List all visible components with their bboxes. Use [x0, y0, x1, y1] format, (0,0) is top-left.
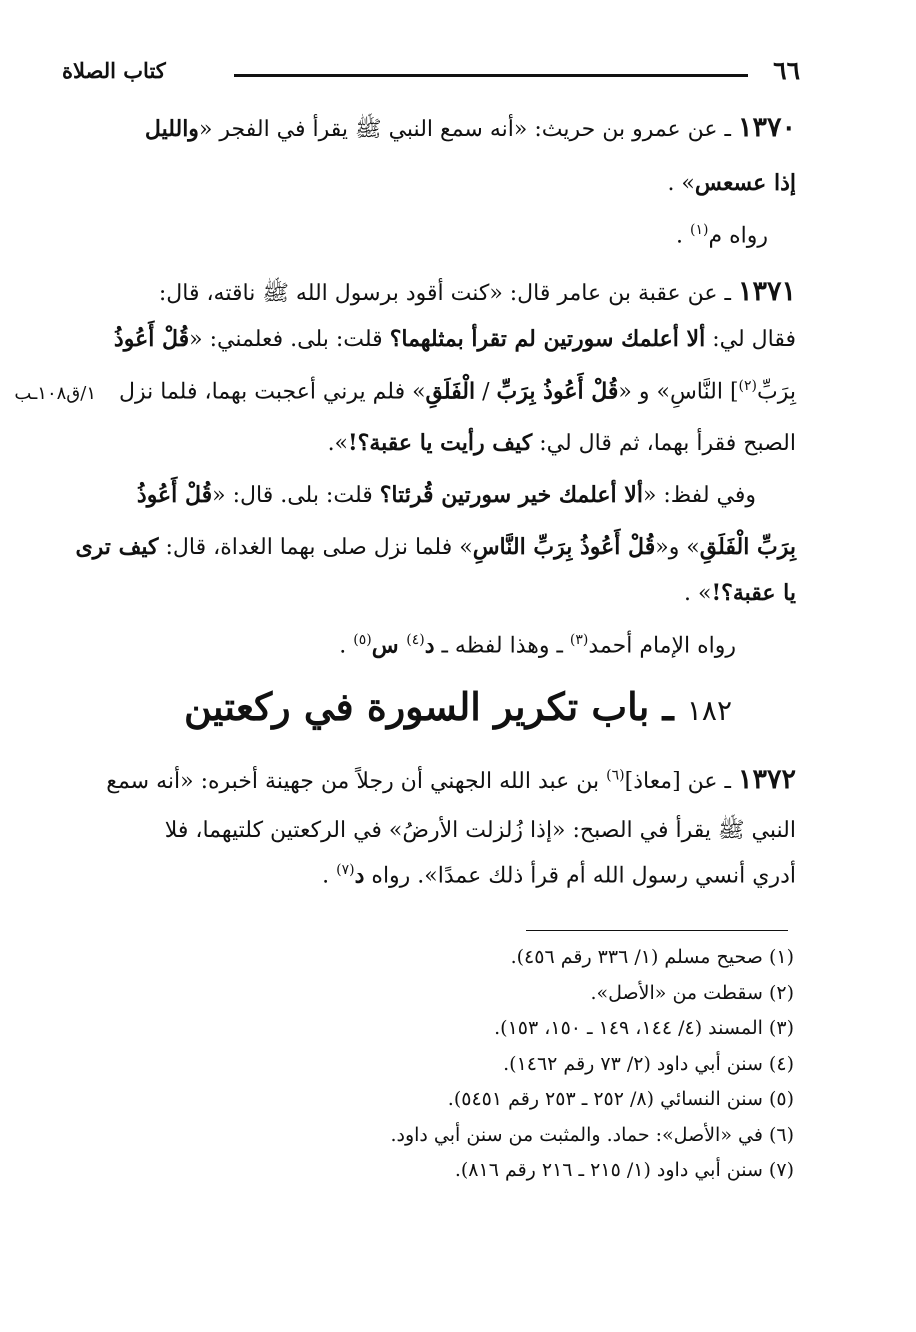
- book-title: كتاب الصلاة: [62, 58, 166, 83]
- footnote: (٢) سقطت من «الأصل».: [590, 981, 794, 1004]
- footnote-rule: [526, 930, 788, 931]
- footnote-ref: (٧): [336, 862, 355, 878]
- hadith-number: ١٣٧٠: [737, 112, 796, 143]
- hadith-1371-line-2: فقال لي: ألا أعلمك سورتين لم تقرأ بمثلهما؟ قلت: بلى. فعلمني: «قُلْ أَعُوذُ: [113, 326, 796, 352]
- footnote: (٧) سنن أبي داود (١/ ٢١٥ ـ ٢١٦ رقم ٨١٦).: [454, 1159, 794, 1181]
- page-number: ٦٦: [773, 56, 800, 85]
- page-header: [62, 56, 800, 90]
- footnote-ref: (٦): [606, 767, 625, 784]
- footnote-ref: (٥): [353, 632, 372, 648]
- footnote-ref: (٣): [569, 632, 589, 648]
- footnote-ref: (١): [690, 222, 709, 238]
- hadith-1371-line-6: بِرَبِّ الْفَلَقِ» و«قُلْ أَعُوذُ بِرَبِّ النَّاسِ» فلما نزل صلى بهما الغداة، قال: كيف ترى: [75, 534, 796, 560]
- hadith-1372-line-2: النبي ﷺ يقرأ في الصبح: «إذا زُلزلت الأرضُ» في الركعتين كلتيهما، فلا: [164, 818, 796, 843]
- chapter-number: ١٨٢: [686, 694, 733, 727]
- footnote: (٥) سنن النسائي (٨/ ٢٥٢ ـ ٢٥٣ رقم ٥٤٥١).: [447, 1088, 794, 1110]
- hadith-number: ١٣٧١: [737, 276, 796, 307]
- footnote-ref: (٤): [406, 632, 425, 648]
- header-rule: [234, 74, 748, 77]
- hadith-1372-line-1: ١٣٧٢ ـ عن [معاذ]$^{(٦)}$ بن عبد الله الجهني أن رجلاً من جهينة أخبره: «أنه سمع: [106, 764, 796, 795]
- hadith-1370-source: رواه م$^{(١)}$ .: [676, 222, 768, 249]
- footnotes: [390, 940, 794, 1189]
- hadith-1371-line-1: ١٣٧١ ـ عن عقبة بن عامر قال: «كنت أقود برسول الله ﷺ ناقته، قال:: [158, 276, 796, 307]
- hadith-1371-line-7: يا عقبة؟!» .: [684, 580, 796, 606]
- hadith-1370-line-1: ١٣٧٠ ـ عن عمرو بن حريث: «أنه سمع النبي ﷺ يقرأ في الفجر «والليل: [144, 112, 796, 143]
- footnote-ref: (٢): [738, 378, 758, 394]
- hadith-1372-line-3: أدري أنسي رسول الله أم قرأ ذلك عمدًا». رواه د$^{(٧)}$ .: [322, 862, 796, 889]
- chapter-heading: [0, 684, 916, 729]
- hadith-1371-line-5: وفي لفظ: «ألا أعلمك خير سورتين قُرئتا؟ قلت: بلى. قال: «قُلْ أَعُوذُ: [136, 482, 756, 508]
- footnote: (١) صحيح مسلم (١/ ٣٣٦ رقم ٤٥٦).: [510, 946, 794, 968]
- hadith-1371-source: رواه الإمام أحمد$^{(٣)}$ ـ وهذا لفظه ـ د$^{(٤)}$ س$^{(٥)}$ .: [339, 632, 736, 659]
- hadith-1370-line-2: إذا عسعس» .: [667, 170, 796, 196]
- chapter-title: ـ باب تكرير السورة في ركعتين: [183, 684, 687, 729]
- hadith-1371-line-3: بِرَبِّ$^{(٢)}$] النَّاسِ» و «قُلْ أَعُوذُ بِرَبِّ / الْفَلَقِ» فلم يرني أعجبت بهما، فلما نزل: [119, 378, 796, 405]
- footnote: (٤) سنن أبي داود (٢/ ٧٣ رقم ١٤٦٢).: [503, 1052, 794, 1075]
- footnote: (٣) المسند (٤/ ١٤٤، ١٤٩ ـ ١٥٠، ١٥٣).: [494, 1017, 794, 1039]
- footnote: (٦) في «الأصل»: حماد. والمثبت من سنن أبي داود.: [390, 1123, 794, 1146]
- hadith-1371-line-4: الصبح فقرأ بهما، ثم قال لي: كيف رأيت يا عقبة؟!».: [327, 430, 796, 456]
- hadith-number: ١٣٧٢: [737, 764, 796, 795]
- margin-note: ١/ق١٠٨ـب: [14, 383, 96, 404]
